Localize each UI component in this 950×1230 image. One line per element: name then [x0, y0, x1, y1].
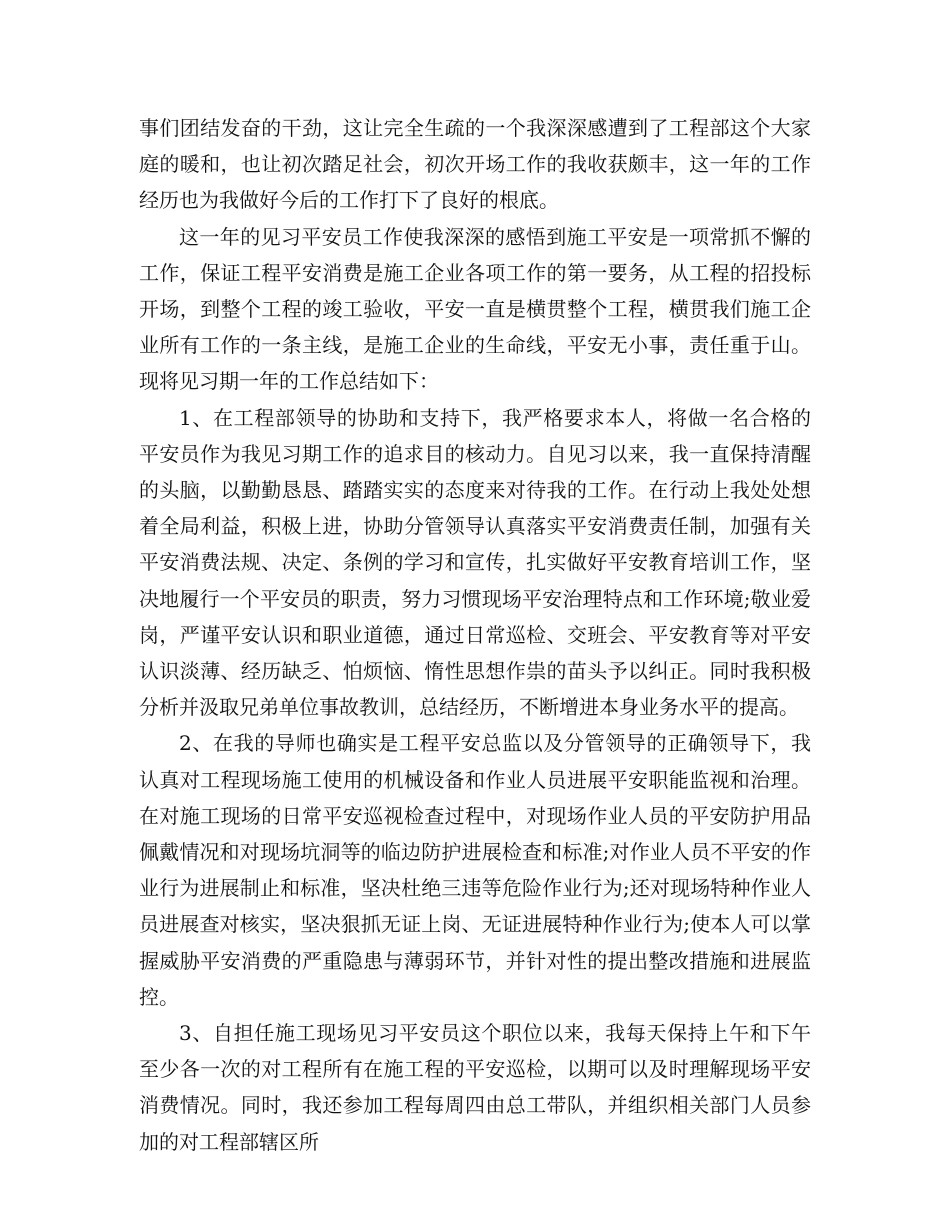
paragraph-item-3: 3、自担任施工现场见习平安员这个职位以来，我每天保持上午和下午至少各一次的对工程所有在施工程的平安巡检，以期可以及时理解现场平安消费情况。同时，我还参加工程每周四由总工带队，并组织相关部门人员参加的对工程部辖区所 [139, 1021, 811, 1154]
paragraph-item-2: 2、在我的导师也确实是工程平安总监以及分管领导的正确领导下，我认真对工程现场施工使用的机械设备和作业人员进展平安职能监视和治理。在对施工现场的日常平安巡视检查过程中，对现场作业人员的平安防护用品佩戴情况和对现场坑洞等的临边防护进展检查和标准;对作业人员不平安的作业行为进展制止和标准，坚决杜绝三违等危险作业行为;还对现场特种作业人员进展查对核实，坚决狠抓无证上岗、无证进展特种作业行为;使本人可以掌握威胁平安消费的严重隐患与薄弱环节，并针对性的提出整改措施和进展监控。 [139, 731, 811, 1009]
paragraph-summary-intro: 这一年的见习平安员工作使我深深的感悟到施工平安是一项常抓不懈的工作，保证工程平安消费是施工企业各项工作的第一要务，从工程的招投标开场，到整个工程的竣工验收，平安一直是横贯整个工程，横贯我们施工企业所有工作的一条主线，是施工企业的生命线，平安无小事，责任重于山。现将见习期一年的工作总结如下： [139, 224, 811, 394]
paragraph-item-1: 1、在工程部领导的协助和支持下，我严格要求本人，将做一名合格的平安员作为我见习期工作的追求目的核动力。自见习以来，我一直保持清醒的头脑，以勤勤恳恳、踏踏实实的态度来对待我的工作。在行动上我处处想着全局利益，积极上进，协助分管领导认真落实平安消费责任制，加强有关平安消费法规、决定、条例的学习和宣传，扎实做好平安教育培训工作，坚决地履行一个平安员的职责，努力习惯现场平安治理特点和工作环境;敬业爱岗，严谨平安认识和职业道德，通过日常巡检、交班会、平安教育等对平安认识淡薄、经历缺乏、怕烦恼、惰性思想作祟的苗头予以纠正。同时我积极分析并汲取兄弟单位事故教训，总结经历，不断增进本身业务水平的提高。 [139, 405, 811, 720]
paragraph-intro-continuation: 事们团结发奋的干劲，这让完全生疏的一个我深深感遭到了工程部这个大家庭的暖和，也让初次踏足社会，初次开场工作的我收获颇丰，这一年的工作经历也为我做好今后的工作打下了良好的根底。 [139, 116, 811, 213]
document-body [139, 110, 811, 1160]
